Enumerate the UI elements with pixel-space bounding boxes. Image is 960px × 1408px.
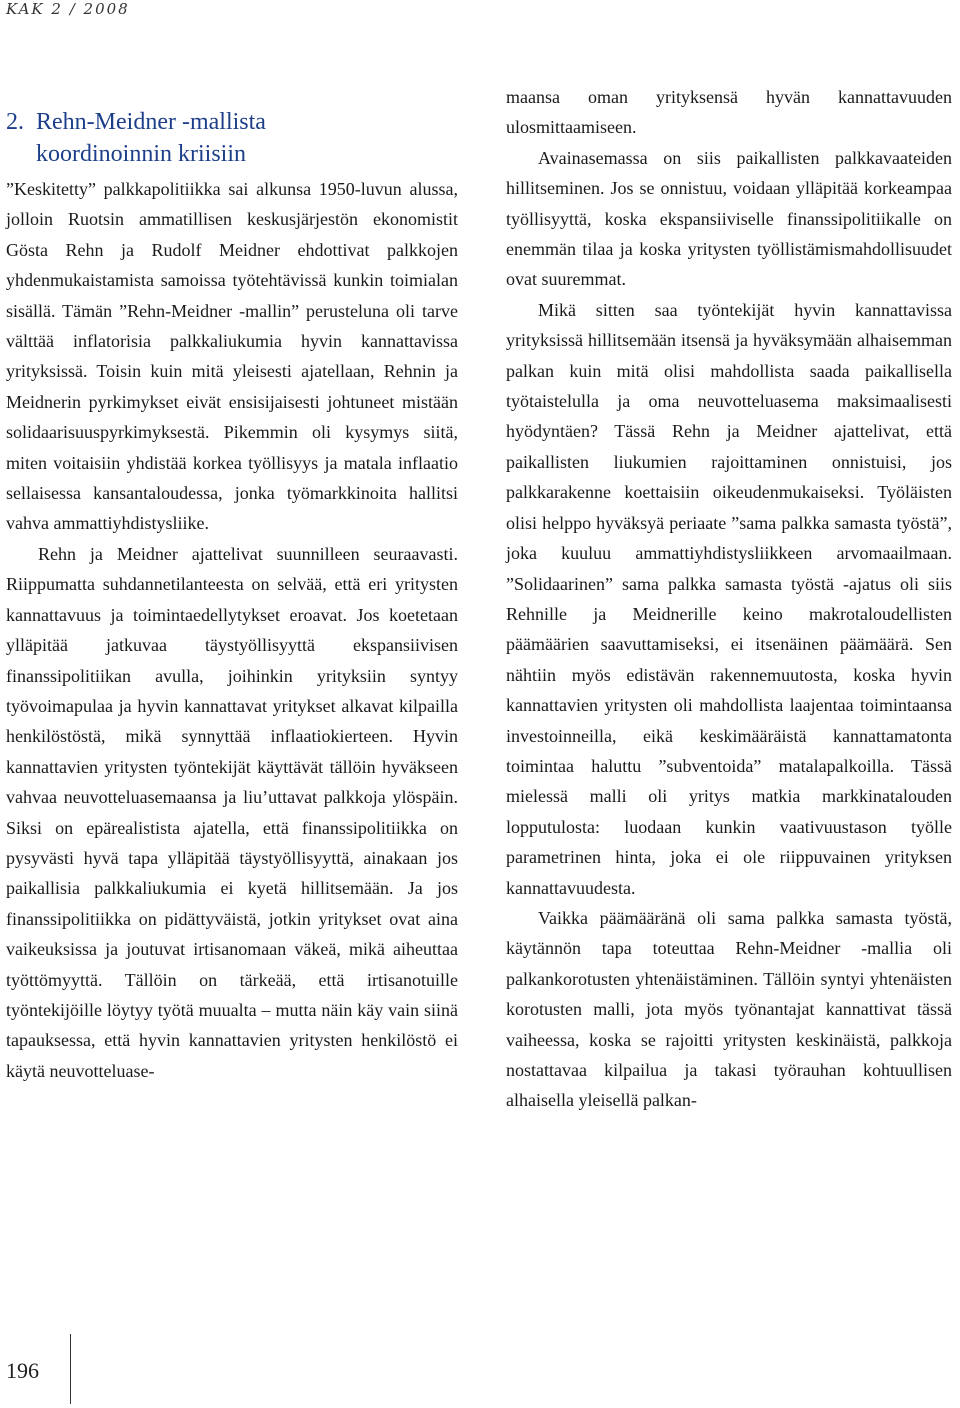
- section-title-line1: Rehn-Meidner -mallista: [36, 108, 266, 135]
- left-column: [6, 174, 458, 1086]
- section-number: 2.: [6, 108, 24, 135]
- page-number: 196: [6, 1358, 39, 1383]
- left-paragraph-1: ”Keskitetty” palkkapolitiikka sai alkunsa 1950-luvun alussa, jolloin Ruotsin ammatillisen keskusjärjestön ekonomistit Gösta Rehn ja Rudolf Meidner ehdottivat palkkojen yhdenmukaistamista samoissa työtehtävissä kunkin toimialan sisällä. Tämän ”Rehn-Meidner -mallin” perusteluna oli tarve välttää inflatorisia palkkaliukumia hyvin kannattavissa yrityksissä. Toisin kuin mitä yleisesti ajatellaan, Rehnin ja Meidnerin pyrkimykset eivät ensisijaisesti johtuneet mistään solidaarisuuspyrkimyksestä. Pikemmin oli kysymys siitä, miten voitaisiin yhdistää korkea työllisyys ja matala inflaatio sellaisessa kansantaloudessa, jonka työmarkkinoita hallitsi vahva ammattiyhdistysliike.: [6, 179, 458, 534]
- right-column: [506, 82, 952, 1116]
- left-paragraph-2: Rehn ja Meidner ajattelivat suunnilleen seuraavasti. Riippumatta suhdannetilanteesta on selvää, että eri yritysten kannattavuus ja toimintaedellytykset eroavat. Jos koetetaan ylläpitää jatkuvaa täystyöllisyyttä ekspansiivisen finanssipolitiikan avulla, joihinkin yrityksiin syntyy työvoimapulaa ja hyvin kannattavat yritykset alkavat kilpailla henkilöstöstä, mikä synnyttää inflaatiokierteen. Hyvin kannattavien yritysten työntekijät käyttävät tällöin hyväkseen vahvaa neuvotteluasemaansa ja liu’uttavat palkkoja ylöspäin. Siksi on epärealistista ajatella, että finanssipolitiikka on pysyvästi hyvä tapa ylläpitää täystyöllisyyttä, ainakaan jos paikallisia palkkaliukumia ei kyetä hillitsemään. Ja jos finanssipolitiikka on pidättyväistä, jotkin yritykset ovat aina vaikeuksissa ja joutuvat irtisanomaan väkeä, mikä aiheuttaa työttömyyttä. Tällöin on tärkeää, että irtisanotuille työntekijöille löytyy työtä muualta – mutta näin käy vain siinä tapauksessa, että hyvin kannattavien yritysten henkilöstö ei käytä neuvotteluase-: [6, 543, 458, 1081]
- right-paragraph-2: Avainasemassa on siis paikallisten palkkavaateiden hillitseminen. Jos se onnistuu, voidaan ylläpitää korkeampaa työllisyyttä, koska ekspansiiviselle finanssipolitiikalle on enemmän tilaa ja koska yritysten työllistämismahdollisuudet ovat suuremmat.: [506, 147, 952, 290]
- section-title-line2: koordinoinnin kriisiin: [36, 140, 246, 167]
- right-paragraph-1: maansa oman yrityksensä hyvän kannattavuuden ulosmittaamiseen.: [506, 87, 952, 138]
- running-head: KAK 2 / 2008: [6, 0, 130, 18]
- section-heading: [6, 106, 466, 170]
- folio-divider: [70, 1334, 71, 1404]
- right-paragraph-3: Mikä sitten saa työntekijät hyvin kannattavissa yrityksissä hillitsemään itsensä ja hyväksymään alhaisemman palkan kuin mitä olisi mahdollista saada paikallisella työtaistelulla ja oma neuvotteluasema maksimaalisesti hyödyntäen? Tässä Rehn ja Meidner ajattelivat, että paikallisten liukumien rajoittaminen onnistuisi, jos palkkarakenne koettaisiin oikeudenmukaiseksi. Työläisten olisi helppo hyväksyä periaate ”sama palkka samasta työstä”, joka kuuluu ammattiyhdistysliikkeen arvomaailmaan. ”Solidaarinen” sama palkka samasta työstä -ajatus oli siis Rehnille ja Meidnerille keino makrotaloudellisten päämäärien saavuttamiseksi, ei itsenäinen päämäärä. Sen nähtiin myös edistävän rakennemuutosta, koska hyvin kannattavien yritysten oli mahdollista laajentaa toimintaansa investoinneilla, eikä keskimääräistä kannattamatonta toimintaa haluttu ”subventoida” matalapalkoilla. Tässä mielessä malli oli yritys matkia markkinatalouden lopputulosta: luodaan kunkin vaativuustason työlle parametrinen hinta, joka ei ole riippuvainen yrityksen kannattavuudesta.: [506, 299, 952, 898]
- right-paragraph-4: Vaikka päämääränä oli sama palkka samasta työstä, käytännön tapa toteuttaa Rehn-Meidner -mallia oli palkankorotusten yhtenäistäminen. Tällöin syntyi yhtenäisten korotusten malli, jota myös työnantajat kannattivat tässä vaiheessa, koska se rajoitti yritysten keskinäistä, palkkoja nostattavaa kilpailua ja takasi työrauhan kohtuullisen alhaisella yleisellä palkan-: [506, 907, 952, 1111]
